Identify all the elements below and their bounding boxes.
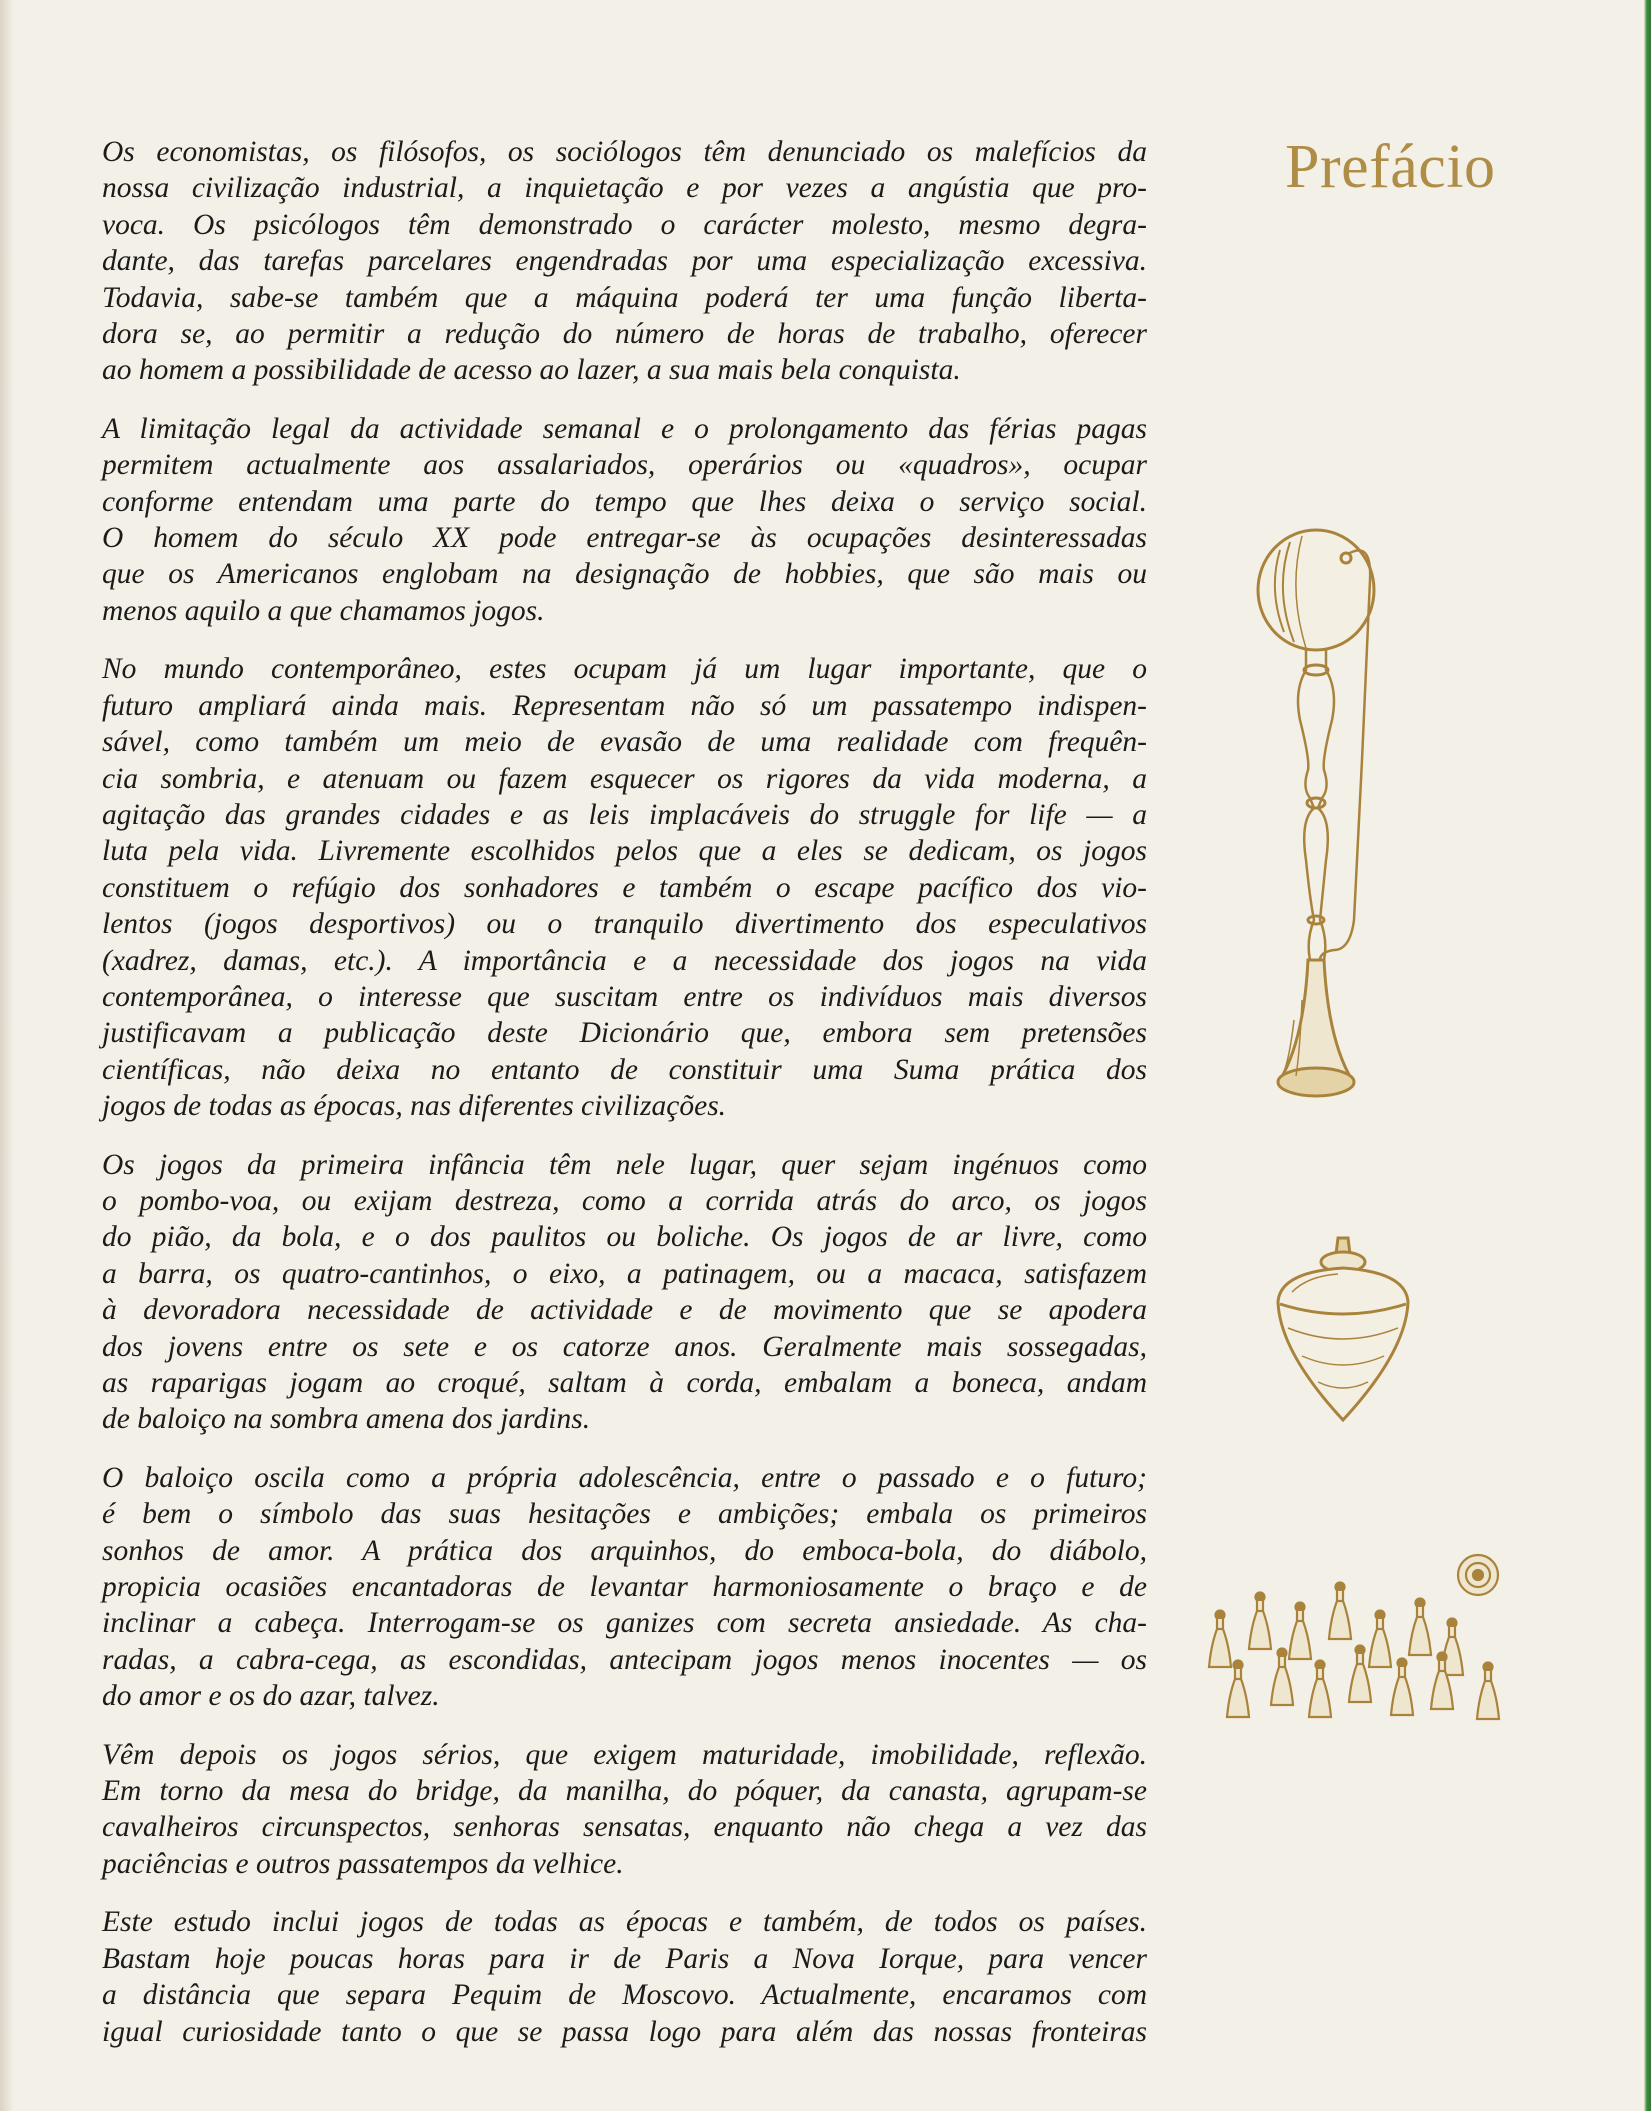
text-line: constituem o refúgio dos sonhadores e também o escape pacífico dos vio-: [102, 871, 1147, 904]
paragraph: [102, 1147, 1147, 1438]
text-line: Bastam hoje poucas horas para ir de Paris a Nova Iorque, para vencer: [102, 1942, 1147, 1975]
skittle-pin-head: [1448, 1619, 1457, 1628]
text-line: Os jogos da primeira infância têm nele lugar, quer sejam ingénuos como: [102, 1148, 1147, 1181]
page-edge: [1644, 0, 1651, 2111]
text-line: Vêm depois os jogos sérios, que exigem maturidade, imobilidade, reflexão.: [102, 1738, 1147, 1771]
text-line: paciências e outros passatempos da velhice.: [102, 1847, 624, 1880]
page-title: Prefácio: [1285, 133, 1496, 201]
paragraph: [102, 1460, 1147, 1715]
skittle-pin-head: [1438, 1653, 1447, 1662]
skittle-pin-body: [1209, 1619, 1231, 1667]
text-line: sonhos de amor. A prática dos arquinhos, do emboca-bola, do diábolo,: [102, 1534, 1147, 1567]
text-line: luta pela vida. Livremente escolhidos pelos que a eles se dedicam, os jogos: [102, 835, 1147, 868]
text-line: o pombo-voa, ou exijam destreza, como a corrida atrás do arco, os jogos: [102, 1184, 1147, 1217]
text-line: inclinar a cabeça. Interrogam-se os ganizes com secreta ansiedade. As cha-: [102, 1607, 1147, 1640]
text-line: do pião, da bola, e o dos paulitos ou boliche. Os jogos de ar livre, como: [102, 1221, 1147, 1254]
text-line: Todavia, sabe-se também que a máquina poderá ter uma função liberta-: [102, 281, 1147, 314]
text-line: futuro ampliará ainda mais. Representam não só um passatempo indispen-: [102, 689, 1147, 722]
skittle-pin-body: [1409, 1607, 1431, 1655]
text-line: dos jovens entre os sete e os catorze anos. Geralmente mais sossegadas,: [102, 1330, 1147, 1363]
text-line: do amor e os do azar, talvez.: [102, 1680, 440, 1713]
text-line: O baloiço oscila como a própria adolescência, entre o passado e o futuro;: [102, 1461, 1147, 1494]
text-line: ao homem a possibilidade de acesso ao lazer, a sua mais bela conquista.: [102, 354, 961, 387]
skittle-pin-head: [1256, 1593, 1265, 1602]
paragraph: [102, 1904, 1147, 2050]
text-line: que os Americanos englobam na designação de hobbies, que são mais ou: [102, 558, 1147, 591]
text-line: jogos de todas as épocas, nas diferentes civilizações.: [102, 1090, 727, 1123]
text-line: radas, a cabra-cega, as escondidas, antecipam jogos menos inocentes — os: [102, 1643, 1147, 1676]
text-line: à devoradora necessidade de actividade e de movimento que se apodera: [102, 1294, 1147, 1327]
text-line: agitação das grandes cidades e as leis implacáveis do struggle for life — a: [102, 798, 1147, 831]
text-line: sável, como também um meio de evasão de uma realidade com frequên-: [102, 726, 1147, 759]
cup-and-ball-icon: [1250, 520, 1390, 1120]
skittle-pin-head: [1336, 1583, 1345, 1592]
text-line: cavalheiros circunspectos, senhoras sensatas, enquanto não chega a vez das: [102, 1811, 1147, 1844]
text-line: é bem o símbolo das suas hesitações e ambições; embala os primeiros: [102, 1498, 1147, 1531]
text-line: permitem actualmente aos assalariados, operários ou «quadros», ocupar: [102, 449, 1147, 482]
skittle-pin-body: [1271, 1657, 1293, 1705]
text-line: a barra, os quatro-cantinhos, o eixo, a patinagem, ou a macaca, satisfazem: [102, 1257, 1147, 1290]
skittle-pin-head: [1398, 1659, 1407, 1668]
text-line: contemporânea, o interesse que suscitam entre os indivíduos mais diversos: [102, 980, 1147, 1013]
skittle-pin-head: [1316, 1661, 1325, 1670]
paragraph: [102, 134, 1147, 389]
text-line: cia sombria, e atenuam ou fazem esquecer os rigores da vida moderna, a: [102, 762, 1147, 795]
text-line: justificavam a publicação deste Dicionário que, embora sem pretensões: [102, 1017, 1147, 1050]
skittle-pin-head: [1234, 1661, 1243, 1670]
skittle-pin-head: [1484, 1663, 1493, 1672]
paragraph: [102, 1737, 1147, 1883]
text-line: dora se, ao permitir a redução do número de horas de trabalho, oferecer: [102, 318, 1147, 351]
text-line: as raparigas jogam ao croqué, saltam à corda, embalam a boneca, andam: [102, 1367, 1147, 1399]
text-line: menos aquilo a que chamamos jogos.: [102, 594, 545, 627]
skittle-pin-body: [1391, 1667, 1413, 1715]
text-line: a distância que separa Pequim de Moscovo. Actualmente, encaramos com: [102, 1979, 1147, 2012]
text-line: Os economistas, os filósofos, os sociólogos têm denunciado os malefícios da: [102, 136, 1147, 168]
text-line: Este estudo inclui jogos de todas as épocas e também, de todos os países.: [102, 1906, 1147, 1939]
skittle-pin-body: [1249, 1601, 1271, 1649]
text-line: O homem do século XX pode entregar-se às ocupações desinteressadas: [102, 522, 1147, 555]
text-line: Em torno da mesa do bridge, da manilha, do póquer, da canasta, agrupam-se: [102, 1775, 1147, 1808]
text-line: dante, das tarefas parcelares engendradas por uma especialização excessiva.: [102, 245, 1147, 278]
text-line: (xadrez, damas, etc.). A importância e a necessidade dos jogos na vida: [102, 944, 1147, 977]
text-line: A limitação legal da actividade semanal e o prolongamento das férias pagas: [102, 412, 1147, 445]
skittle-pin-body: [1349, 1654, 1371, 1702]
skittle-pin-head: [1356, 1646, 1365, 1655]
skittle-pin-body: [1369, 1619, 1391, 1667]
skittle-pin-head: [1376, 1611, 1385, 1620]
text-line: lentos (jogos desportivos) ou o tranquilo divertimento dos especulativos: [102, 908, 1147, 941]
text-line: propicia ocasiões encantadoras de levantar harmoniosamente o braço e de: [102, 1571, 1147, 1604]
skittle-pin-body: [1329, 1591, 1351, 1639]
text-line: nossa civilização industrial, a inquietação e por vezes a angústia que pro-: [102, 172, 1147, 205]
skittle-pin-body: [1289, 1611, 1311, 1659]
text-line: de baloiço na sombra amena dos jardins.: [102, 1403, 591, 1436]
skittle-pin-body: [1477, 1671, 1499, 1719]
skittle-pin-head: [1216, 1611, 1225, 1620]
spinning-top-icon: [1268, 1232, 1418, 1432]
skittle-pin-body: [1309, 1669, 1331, 1717]
text-line: igual curiosidade tanto o que se passa logo para além das nossas fronteiras: [102, 2015, 1147, 2048]
skittle-pin-body: [1227, 1669, 1249, 1717]
skittles-icon: [1190, 1545, 1520, 1735]
paragraph: [102, 411, 1147, 629]
skittle-pin-head: [1416, 1599, 1425, 1608]
text-line: científicas, não deixa no entanto de constituir uma Suma prática dos: [102, 1053, 1147, 1086]
paragraph: [102, 651, 1147, 1124]
preface-text: [102, 134, 1147, 2072]
skittle-pin-head: [1278, 1649, 1287, 1658]
text-line: conforme entendam uma parte do tempo que lhes deixa o serviço social.: [102, 485, 1147, 518]
skittle-pin-head: [1296, 1603, 1305, 1612]
text-line: voca. Os psicólogos têm demonstrado o carácter molesto, mesmo degra-: [102, 208, 1147, 241]
text-line: No mundo contemporâneo, estes ocupam já um lugar importante, que o: [102, 653, 1147, 686]
page-gutter-shadow: [0, 0, 14, 2111]
